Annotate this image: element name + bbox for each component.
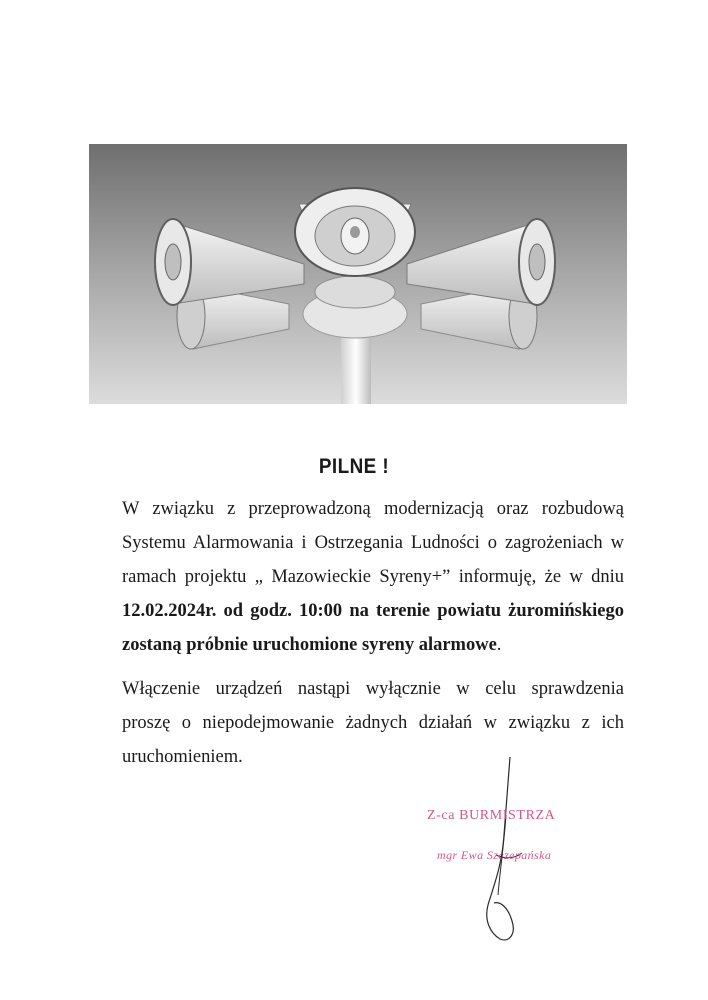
paragraph-line: W związku z przeprowadzoną modernizacją oraz rozbudową bbox=[122, 499, 624, 519]
paragraph-line-sirens: zostaną próbnie uruchomione syreny alarmowe bbox=[122, 635, 497, 655]
paragraph-line: Systemu Alarmowania i Ostrzegania Ludności o zagrożeniach w bbox=[122, 533, 624, 553]
paragraph-line: Włączenie urządzeń nastąpi wyłącznie w celu sprawdzenia bbox=[122, 679, 624, 699]
announcement-paragraph bbox=[88, 492, 624, 662]
paragraph-line-end: . bbox=[496, 635, 502, 655]
stamp-title: Z-ca BURMISTRZA bbox=[427, 808, 556, 823]
paragraph-line: uruchomieniem. bbox=[122, 747, 243, 767]
page-title: PILNE ! bbox=[318, 455, 390, 478]
paragraph-line: proszę o niepodejmowanie żadnych działań w związku z ich bbox=[122, 713, 624, 733]
stamp-name: mgr Ewa Szczepańska bbox=[437, 848, 552, 862]
paragraph-line-date: 12.02.2024r. od godz. 10:00 na terenie powiatu żuromińskiego bbox=[122, 601, 624, 621]
siren-photo bbox=[89, 144, 627, 404]
paragraph-line: ramach projektu „ Mazowieckie Syreny+” informuję, że w dniu bbox=[122, 567, 624, 587]
